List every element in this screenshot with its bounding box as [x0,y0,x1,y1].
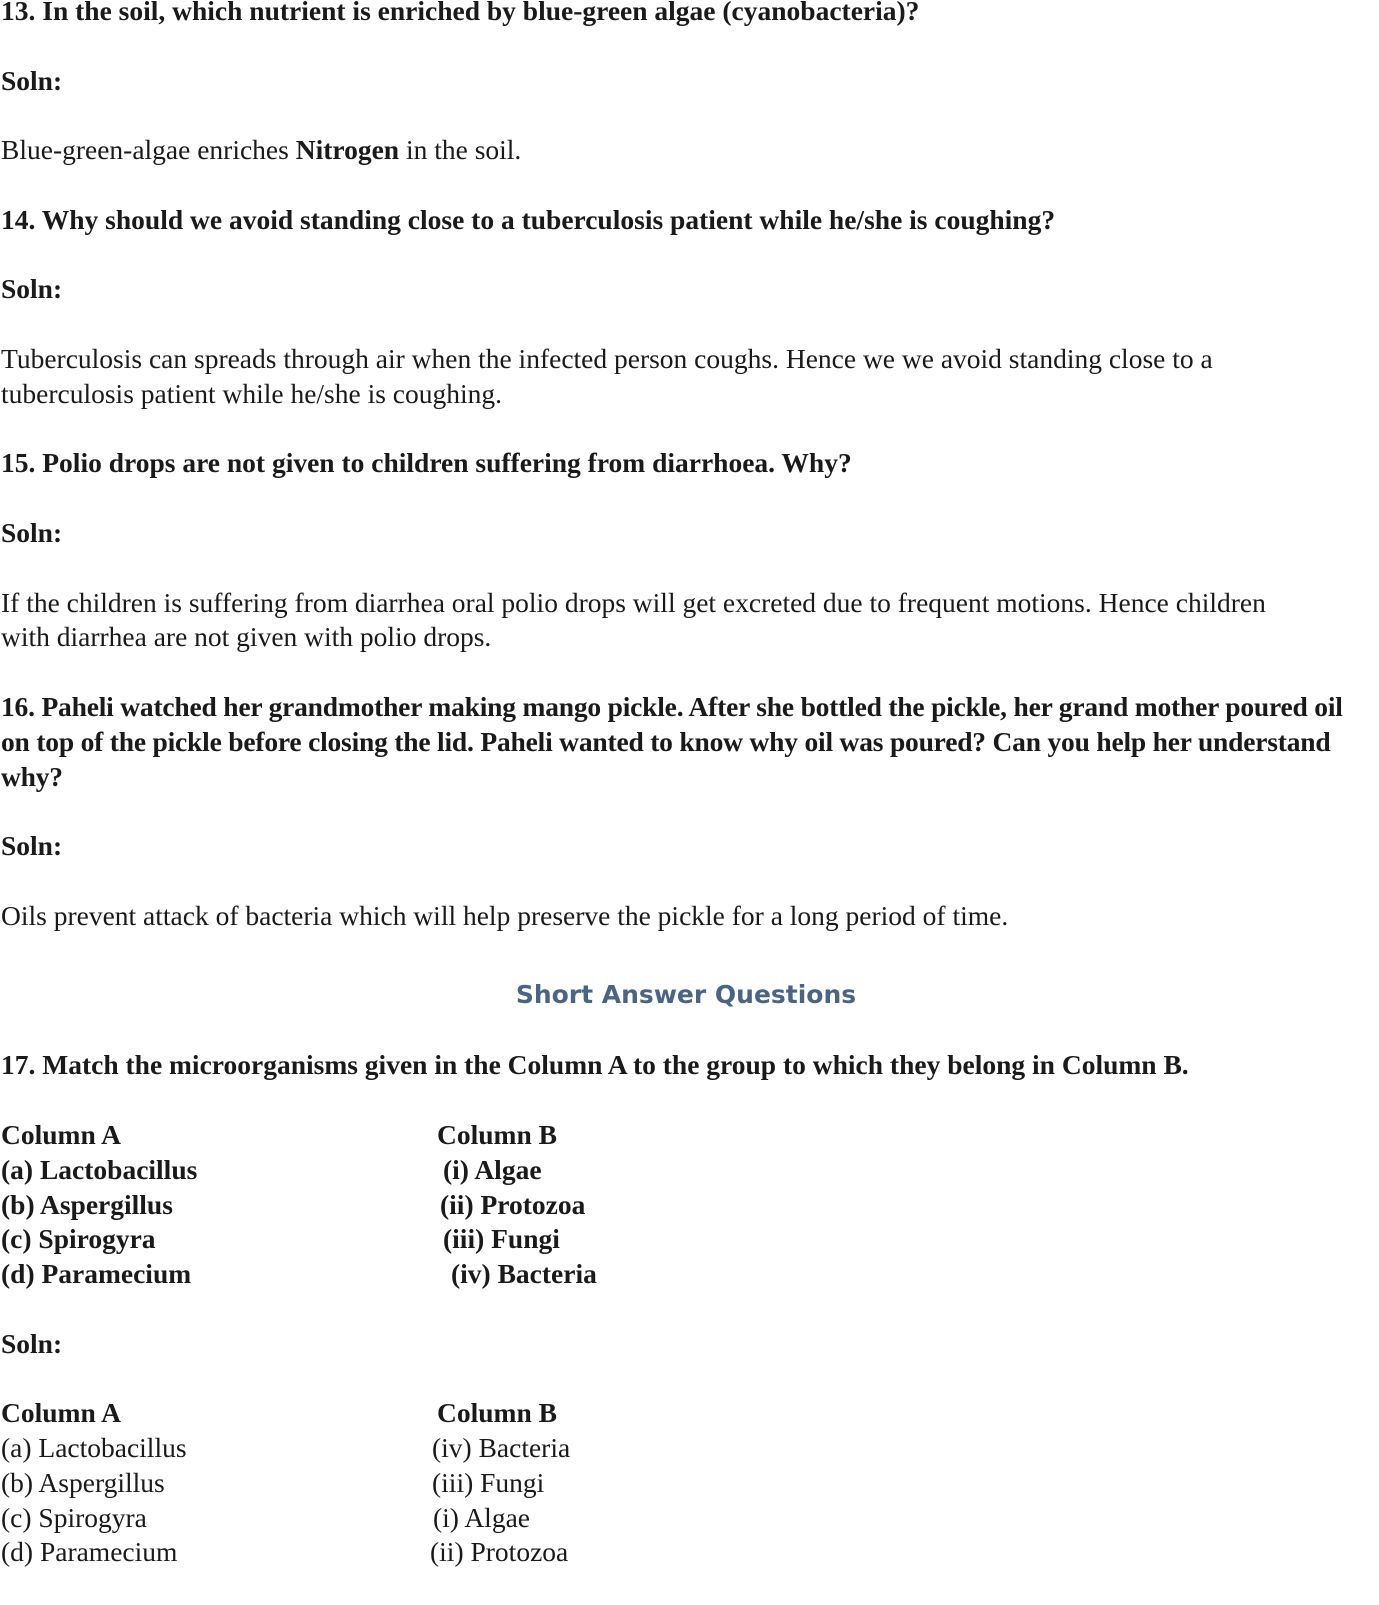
soln-label: Soln: [1,830,63,862]
match-table-answer [1,1396,1371,1570]
cell-a: (c) Spirogyra [1,1501,147,1533]
column-b-header: Column B [437,1118,557,1150]
table-row [1,1153,1371,1188]
cell-b: (i) Algae [433,1501,530,1533]
table-row [1,1222,1371,1257]
table-row [1,1188,1371,1223]
column-a-header: Column A [1,1397,121,1429]
document [1,0,1371,1605]
soln-label: Soln: [1,273,63,305]
answer-text: Blue-green-algae enriches [1,134,296,166]
table-row [1,1466,1371,1501]
question-16: 16. Paheli watched her grandmother making mango pickle. After she bottled the pickle, her grand mother poured oil on top of the pickle before closing the lid. Paheli wanted to know why oil was poured? Can you help her understand why? [1,690,1343,792]
table-row [1,1431,1371,1466]
column-b-header: Column B [437,1397,557,1429]
answer-text: in the soil. [399,134,522,166]
table-row [1,1501,1371,1536]
cell-a: (a) Lactobacillus [1,1153,198,1185]
cell-a: (a) Lactobacillus [1,1432,187,1464]
answer-keyword: Nitrogen [295,134,400,166]
cell-a: (d) Paramecium [1,1258,192,1290]
answer-14: Tuberculosis can spreads through air when the infected person coughs. Hence we we avoid standing close to a tuberculosis patient while he/she is coughing. [1,342,1213,409]
cell-b: (iv) Bacteria [451,1258,597,1290]
soln-label: Soln: [1,1327,63,1359]
answer-13 [1,133,1371,168]
cell-b: (iv) Bacteria [432,1432,571,1464]
table-header [1,1118,1371,1153]
question-13: 13. In the soil, which nutrient is enriched by blue-green algae (cyanobacteria)? [1,0,920,26]
soln-label: Soln: [1,64,63,96]
answer-16: Oils prevent attack of bacteria which will help preserve the pickle for a long period of time. [1,899,1009,931]
question-17: 17. Match the microorganisms given in the Column A to the group to which they belong in Column B. [1,1049,1189,1081]
cell-a: (b) Aspergillus [1,1188,173,1220]
cell-a: (c) Spirogyra [1,1223,156,1255]
cell-b: (ii) Protozoa [430,1536,569,1568]
table-row [1,1535,1371,1570]
cell-a: (b) Aspergillus [1,1466,165,1498]
match-table-question [1,1118,1371,1292]
cell-b: (iii) Fungi [443,1223,560,1255]
column-a-header: Column A [1,1118,121,1150]
cell-a: (d) Paramecium [1,1536,178,1568]
section-heading: Short Answer Questions [515,979,857,1009]
question-15: 15. Polio drops are not given to children suffering from diarrhoea. Why? [1,447,852,479]
cell-b: (ii) Protozoa [440,1188,586,1220]
table-row [1,1257,1371,1292]
table-header [1,1396,1371,1431]
cell-b: (iii) Fungi [432,1466,545,1498]
answer-15: If the children is suffering from diarrhea oral polio drops will get excreted due to frequent motions. Hence children with diarrhea are not given with polio drops. [1,586,1266,653]
soln-label: Soln: [1,516,63,548]
cell-b: (i) Algae [443,1153,542,1185]
question-14: 14. Why should we avoid standing close to a tuberculosis patient while he/she is coughing? [1,203,1056,235]
